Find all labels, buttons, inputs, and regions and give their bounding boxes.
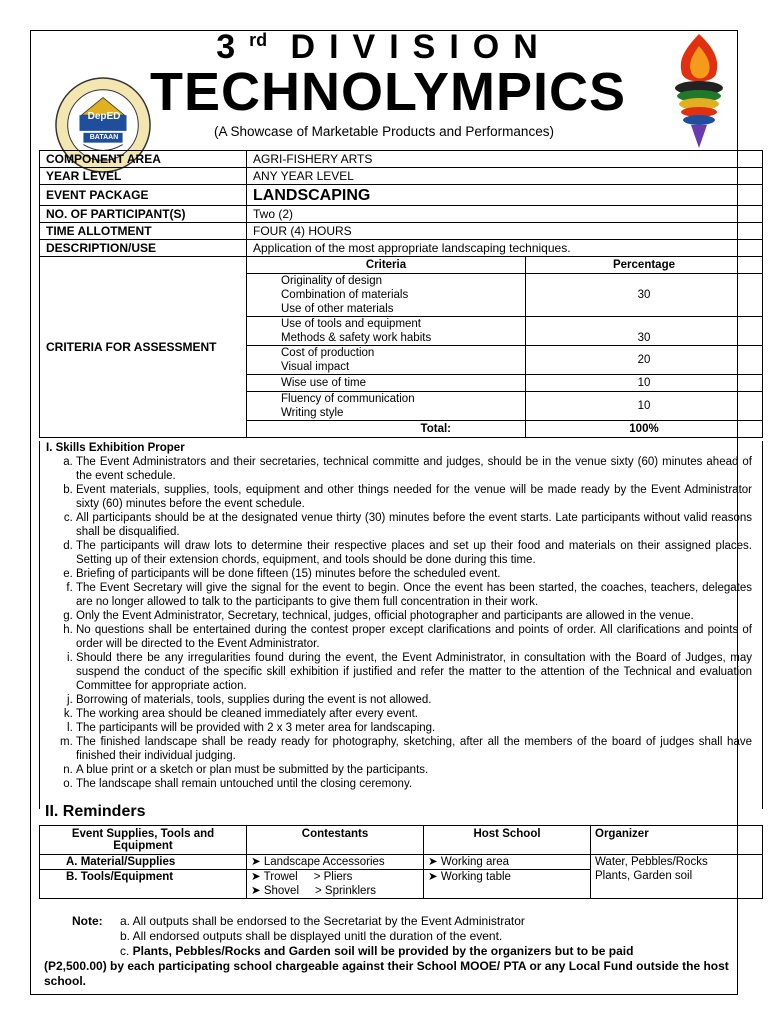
criteria-line: Fluency of communication	[281, 393, 415, 405]
list-item: k. The working area should be cleaned immediately after every event.	[76, 707, 762, 721]
criteria-line: Combination of materials	[281, 289, 409, 301]
criteria-line: Methods & safety work habits	[281, 332, 432, 344]
criteria-item	[247, 346, 762, 375]
list-item: g. Only the Event Administrator, Secretary, technical, judges, official photographer and participants are allowed in the venue.	[76, 609, 762, 623]
list-item: h. No questions shall be entertained during the contest proper except clarifications and points of order. All clarifications and points of order will be directed to the Event Administrator.	[76, 623, 762, 651]
note-c-bold: Plants, Pebbles/Rocks and Garden soil will be provided by the organizers but to be paid	[132, 944, 634, 958]
column-header: Contestants	[247, 826, 424, 855]
arrow-bullet-icon: ➤	[251, 885, 261, 897]
field-label: TIME ALLOTMENT	[40, 223, 247, 240]
criteria-item	[247, 317, 762, 346]
total-label: Total:	[247, 421, 526, 438]
percentage-header: Percentage	[526, 257, 763, 274]
criteria-line: Use of tools and equipment	[281, 318, 422, 330]
list-item: i. Should there be any irregularities found during the event, the Event Administrator, in consultation with the Board of Judges, may suspend the conduct of the specific skill exhibition if justified and refer the matter to the attention of the Technical and evaluation Committee for appropriate action.	[76, 651, 762, 693]
list-item: l. The participants will be provided with 2 x 3 meter area for landscaping.	[76, 721, 762, 735]
criteria-percentage: 30	[526, 317, 763, 346]
criteria-percentage: 20	[526, 346, 763, 375]
criteria-item	[247, 274, 762, 317]
row-label: B. Tools/Equipment	[40, 870, 247, 899]
event-info-table	[39, 150, 763, 438]
list-item: a. The Event Administrators and their secretaries, technical committe and judges, should be in the venue sixty (60) minutes ahead of the event schedule.	[76, 455, 762, 483]
criteria-line: Originality of design	[281, 275, 382, 287]
criteria-percentage: 10	[526, 392, 763, 421]
criteria-item	[247, 392, 762, 421]
criteria-line: Visual impact	[281, 361, 350, 373]
criteria-label: CRITERIA FOR ASSESSMENT	[40, 257, 247, 438]
field-label: EVENT PACKAGE	[40, 185, 247, 206]
skills-section	[39, 441, 763, 809]
row-label: A. Material/Supplies	[40, 855, 247, 870]
division-heading: 3rd DIVISION	[216, 28, 552, 66]
page-subtitle: (A Showcase of Marketable Products and Performances)	[214, 124, 554, 139]
list-item: o. The landscape shall remain untouched until the closing ceremony.	[76, 777, 762, 791]
cell-value: Landscape Accessories	[263, 856, 385, 868]
field-value: LANDSCAPING	[247, 185, 763, 206]
field-label: COMPONENT AREA	[40, 151, 247, 168]
criteria-line: Use of other materials	[281, 303, 394, 315]
criteria-row	[40, 257, 763, 438]
table-row	[40, 206, 763, 223]
field-value: Application of the most appropriate landscaping techniques.	[247, 240, 763, 257]
list-item: b. Event materials, supplies, tools, equipment and other things needed for the venue will be made ready by the Event Administrator sixty (60) minutes before the event schedule.	[76, 483, 762, 511]
arrow-bullet-icon: ➤	[251, 856, 261, 868]
note-b: b. All endorsed outputs shall be displayed unitl the duration of the event.	[120, 929, 503, 943]
total-value: 100%	[526, 421, 763, 438]
field-value: AGRI-FISHERY ARTS	[247, 151, 763, 168]
arrow-bullet-icon: ➤	[428, 871, 438, 883]
list-item: m. The finished landscape shall be ready ready for photography, sketching, after all the members of the board of judges shall have finished their individual judging.	[76, 735, 762, 763]
criteria-item	[247, 375, 762, 392]
criteria-line: Wise use of time	[281, 377, 366, 389]
reminders-table	[39, 825, 763, 899]
criteria-table	[247, 257, 762, 437]
cell-value: Shovel > Sprinklers	[263, 885, 377, 897]
note-label: Note:	[72, 914, 103, 928]
table-header-row	[40, 826, 763, 855]
column-header: Organizer	[591, 826, 763, 855]
criteria-header: Criteria	[247, 257, 526, 274]
field-label: NO. OF PARTICIPANT(S)	[40, 206, 247, 223]
reminders-heading: II. Reminders	[45, 803, 146, 820]
table-row	[40, 223, 763, 240]
cell-value: Plants, Garden soil	[595, 870, 693, 882]
field-value: ANY YEAR LEVEL	[247, 168, 763, 185]
note-section	[44, 914, 734, 989]
list-item: d. The participants will draw lots to determine their respective places and set up their food and materials on their assigned places. Setting up of their extension chords, equipment, and tools should be done during this time.	[76, 539, 762, 567]
criteria-percentage: 10	[526, 375, 763, 392]
column-header: Event Supplies, Tools and Equipment	[40, 826, 247, 855]
criteria-line: Writing style	[281, 407, 344, 419]
cell-value: Water, Pebbles/Rocks	[595, 856, 708, 868]
logo-text: DepED	[87, 111, 121, 122]
criteria-line: Cost of production	[281, 347, 375, 359]
arrow-bullet-icon: ➤	[428, 856, 438, 868]
table-row	[40, 168, 763, 185]
list-item: f. The Event Secretary will give the signal for the event to begin. Once the event has been started, the coaches, teachers, delegates are no longer allowed to talk to the participants to give them full concentration in their work.	[76, 581, 762, 609]
list-item: e. Briefing of participants will be done fifteen (15) minutes before the scheduled event.	[76, 567, 762, 581]
table-row	[40, 855, 763, 870]
skills-heading: I. Skills Exhibition Proper	[46, 442, 185, 454]
cell-value: Working table	[440, 871, 511, 883]
criteria-total	[247, 421, 762, 438]
arrow-bullet-icon: ➤	[251, 871, 261, 883]
field-value: Two (2)	[247, 206, 763, 223]
skills-list	[40, 455, 762, 791]
field-label: YEAR LEVEL	[40, 168, 247, 185]
logo-subtext: BATAAN	[89, 134, 119, 141]
table-row	[40, 151, 763, 168]
criteria-percentage: 30	[526, 274, 763, 317]
note-c-prefix: c.	[120, 944, 133, 958]
cell-value: Working area	[440, 856, 510, 868]
cell-value: Trowel > Pliers	[263, 871, 353, 883]
list-item: c. All participants should be at the designated venue thirty (30) minutes before the event starts. Late participants without valid reasons shall be disqualified.	[76, 511, 762, 539]
column-header: Host School	[424, 826, 591, 855]
note-a: a. All outputs shall be endorsed to the Secretariat by the Event Administrator	[120, 914, 525, 928]
table-row	[40, 185, 763, 206]
table-row	[40, 240, 763, 257]
field-value: FOUR (4) HOURS	[247, 223, 763, 240]
page-title: TECHNOLYMPICS	[150, 62, 627, 122]
list-item: n. A blue print or a sketch or plan must be submitted by the participants.	[76, 763, 762, 777]
list-item: j. Borrowing of materials, tools, supplies during the event is not allowed.	[76, 693, 762, 707]
field-label: DESCRIPTION/USE	[40, 240, 247, 257]
note-c-continued: (P2,500.00) by each participating school chargeable against their School MOOE/ PTA or any Local Fund outside the host school.	[44, 959, 729, 988]
